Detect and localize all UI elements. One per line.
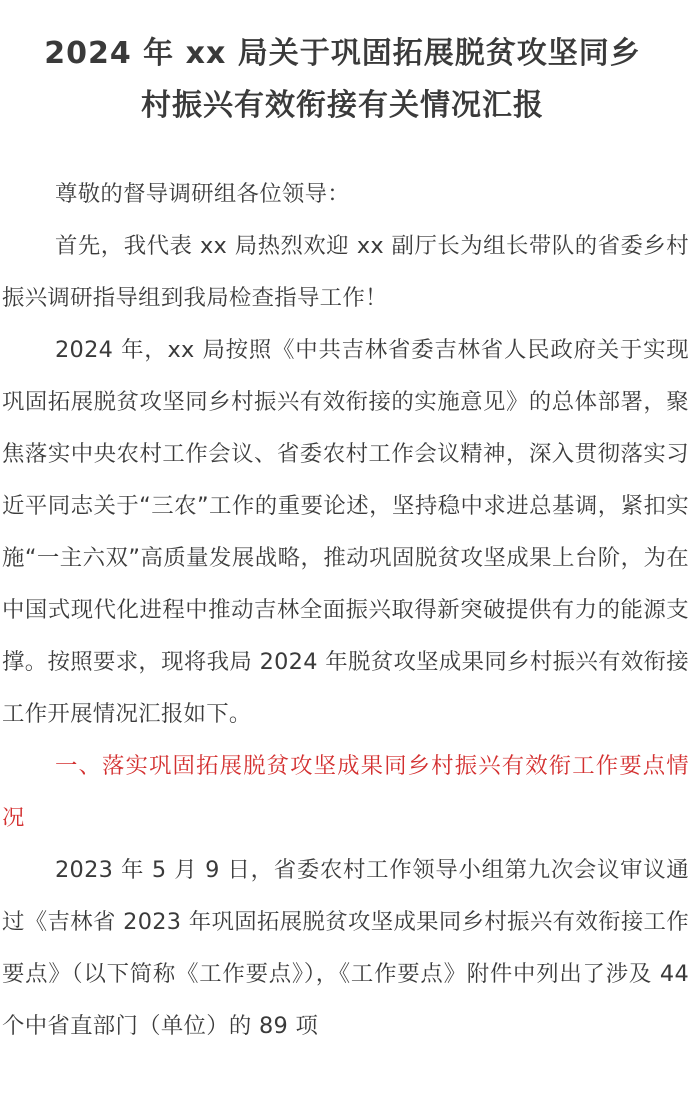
title-line-1: 2024 年 xx 局关于巩固拓展脱贫攻坚同乡 <box>44 36 641 71</box>
paragraph-overview: 2024 年，xx 局按照《中共吉林省委吉林省人民政府关于实现巩固拓展脱贫攻坚同乡村振兴有效衔接的实施意见》的总体部署，聚焦落实中央农村工作会议、省委农村工作会议精神，深入贯彻落实习近平同志关于“三农”工作的重要论述，坚持稳中求进总基调，紧扣实施“一主六双”高质量发展战略，推动巩固脱贫攻坚成果上台阶，为在中国式现代化进程中推动吉林全面振兴取得新突破提供有力的能源支撑。按照要求，现将我局 2024 年脱贫攻坚成果同乡村振兴有效衔接工作开展情况汇报如下。 <box>2 337 689 727</box>
document-body <box>0 168 693 1052</box>
document-title <box>0 28 685 132</box>
paragraph-welcome: 首先，我代表 xx 局热烈欢迎 xx 副厅长为组长带队的省委乡村振兴调研指导组到我局检查指导工作！ <box>2 233 689 311</box>
title-line-2: 村振兴有效衔接有关情况汇报 <box>141 88 544 123</box>
section-heading: 一、落实巩固拓展脱贫攻坚成果同乡村振兴有效衔工作要点情况 <box>2 753 689 831</box>
salutation: 尊敬的督导调研组各位领导： <box>55 181 350 207</box>
paragraph-work-points: 2023 年 5 月 9 日，省委农村工作领导小组第九次会议审议通过《吉林省 2023 年巩固拓展脱贫攻坚成果同乡村振兴有效衔接工作要点》（以下简称《工作要点》），《工作要点》附件中列出了涉及 44 个中省直部门（单位）的 89 项 <box>2 857 689 1039</box>
